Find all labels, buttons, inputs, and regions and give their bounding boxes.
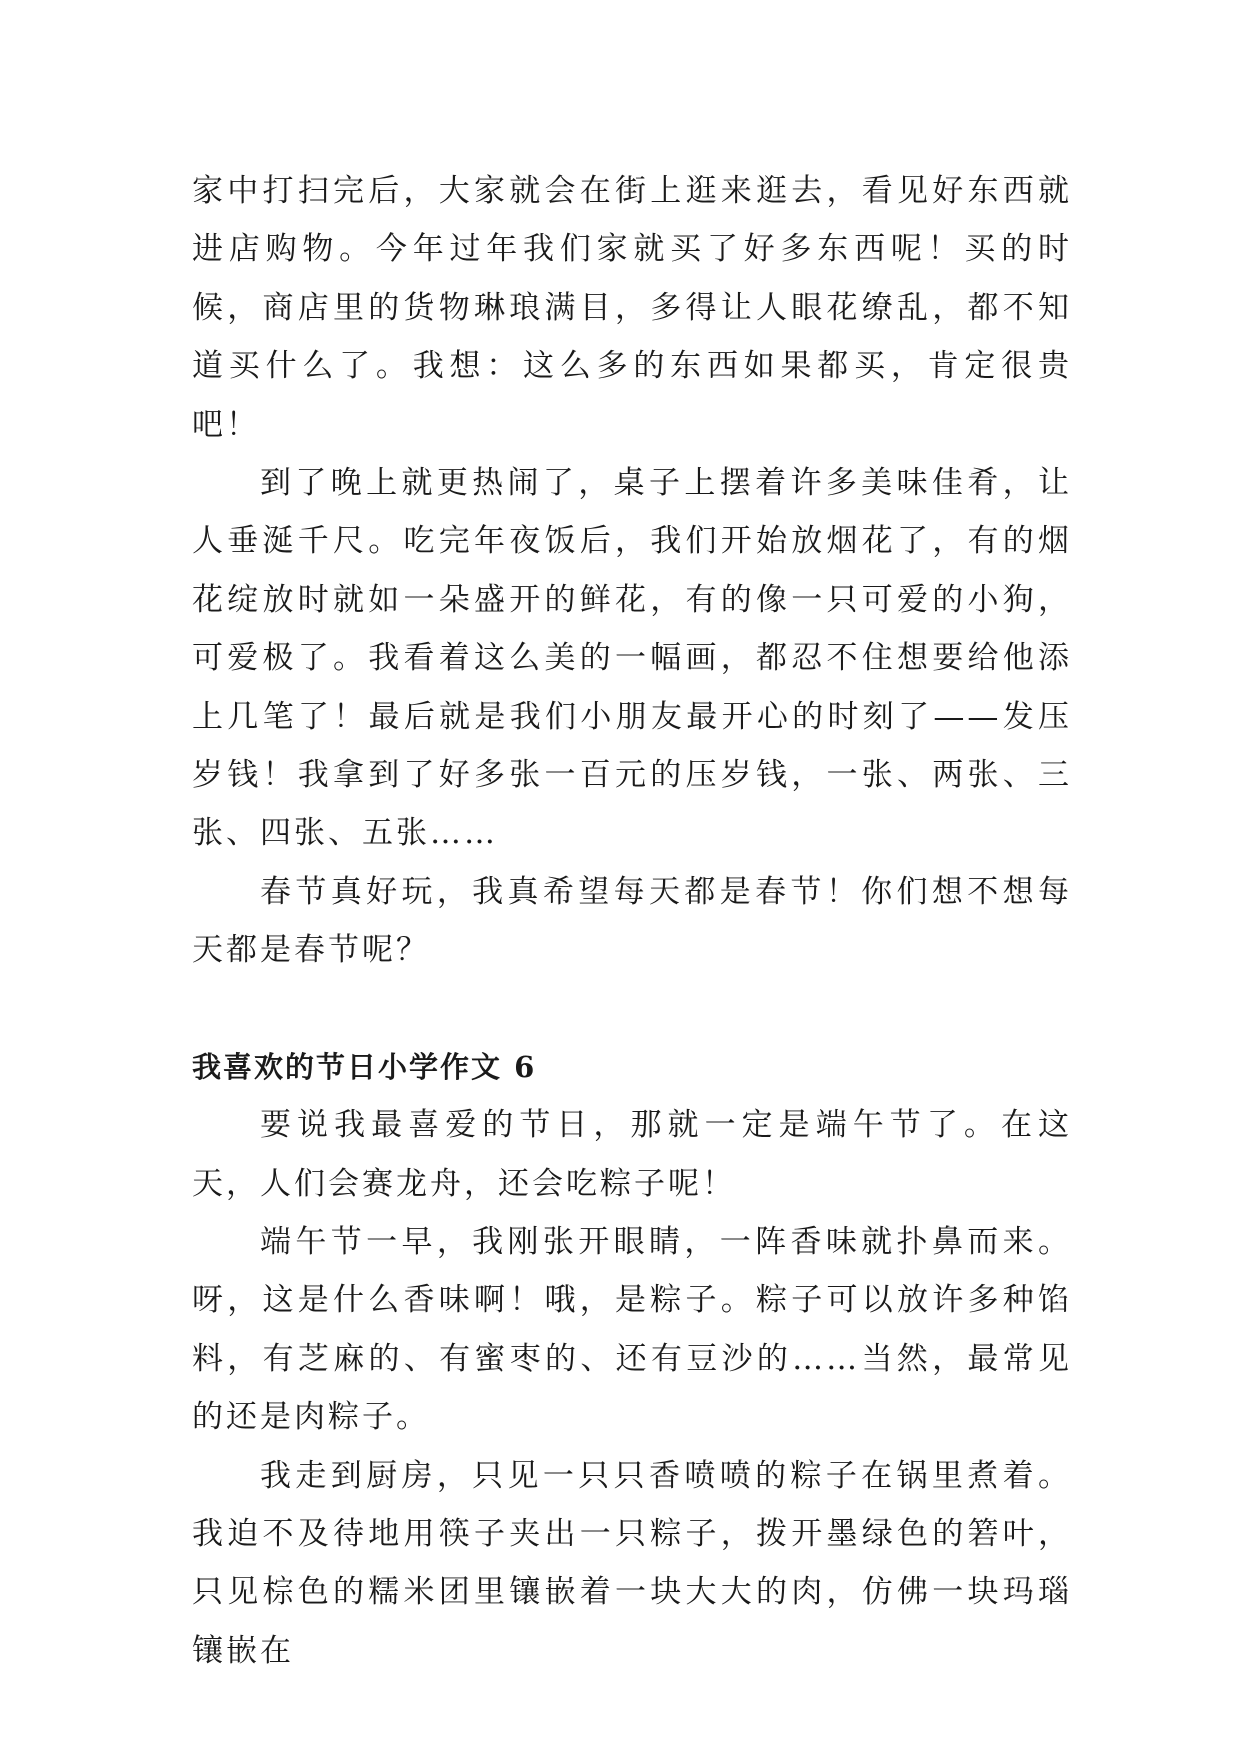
- paragraph-shopping: 家中打扫完后，大家就会在街上逛来逛去，看见好东西就进店购物。今年过年我们家就买了好多东西呢！买的时候，商店里的货物琳琅满目，多得让人眼花缭乱，都不知道买什么了。我想：这么多的东西如果都买，肯定很贵吧！: [192, 173, 1072, 443]
- section-gap: [192, 980, 1072, 1038]
- document-body: [192, 162, 1072, 1680]
- paragraph-zongzi-morning: 端午节一早，我刚张开眼睛，一阵香味就扑鼻而来。呀，这是什么香味啊！哦，是粽子。粽子可以放许多种馅料，有芝麻的、有蜜枣的、还有豆沙的……当然，最常见的还是肉粽子。: [192, 1223, 1072, 1436]
- paragraph-spring-festival-ending: 春节真好玩，我真希望每天都是春节！你们想不想每天都是春节呢？: [192, 873, 1072, 969]
- paragraph-evening: 到了晚上就更热闹了，桌子上摆着许多美味佳肴，让人垂涎千尺。吃完年夜饭后，我们开始放烟花了，有的烟花绽放时就如一朵盛开的鲜花，有的像一只可爱的小狗，可爱极了。我看着这么美的一幅画，都忍不住想要给他添上几笔了！最后就是我们小朋友最开心的时刻了——发压岁钱！我拿到了好多张一百元的压岁钱，一张、两张、三张、四张、五张……: [192, 465, 1072, 852]
- paragraph-kitchen: 我走到厨房，只见一只只香喷喷的粽子在锅里煮着。我迫不及待地用筷子夹出一只粽子，拨开墨绿色的箬叶，只见棕色的糯米团里镶嵌着一块大大的肉，仿佛一块玛瑙镶嵌在: [192, 1457, 1072, 1669]
- essay-title: 我喜欢的节日小学作文 6: [192, 1049, 537, 1084]
- paragraph-dragon-boat-intro: 要说我最喜爱的节日，那就一定是端午节了。在这天，人们会赛龙舟，还会吃粽子呢！: [192, 1107, 1072, 1202]
